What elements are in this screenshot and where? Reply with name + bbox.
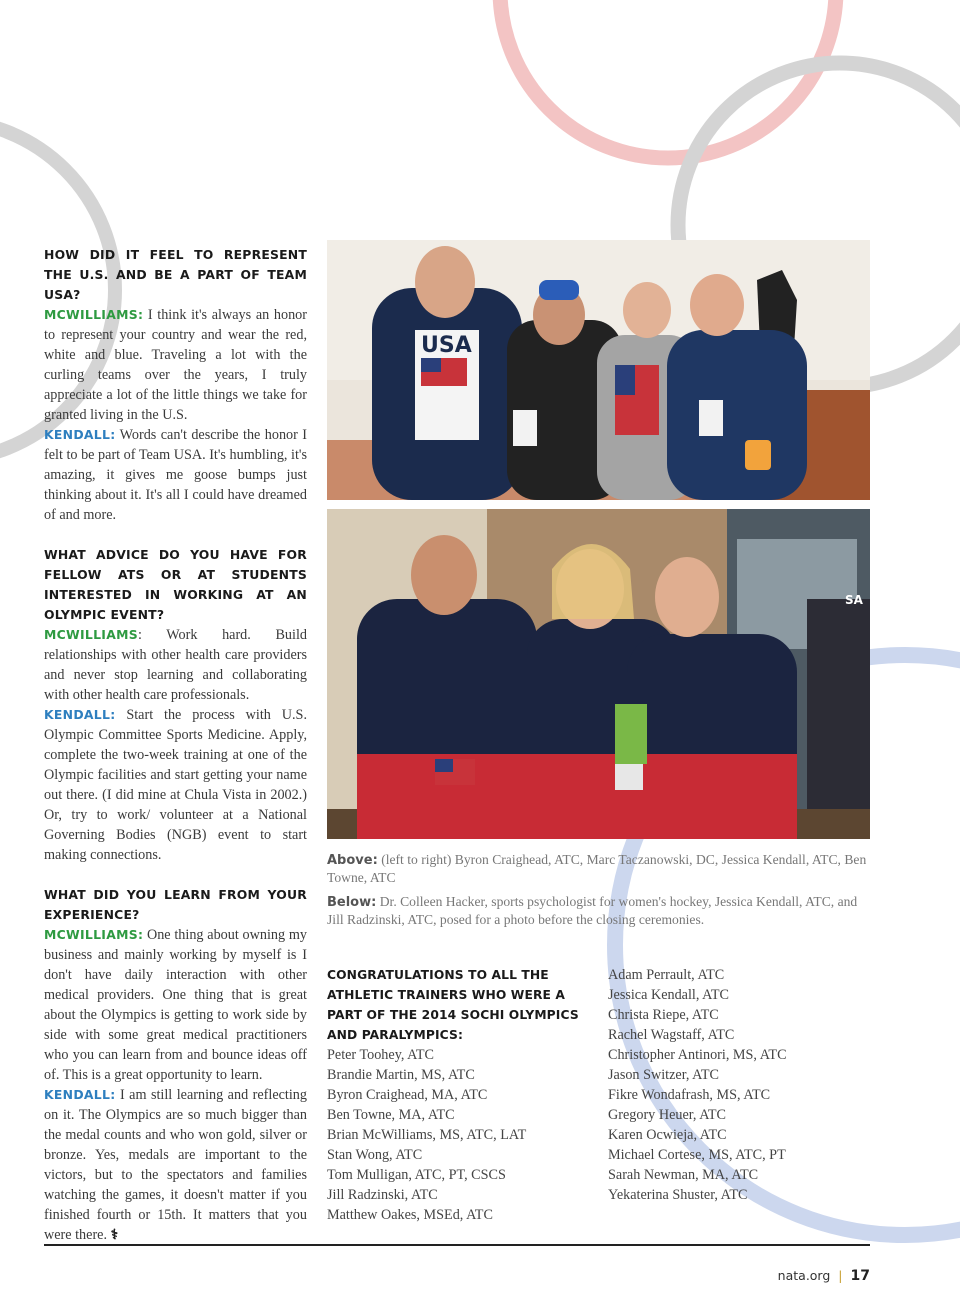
- list-item: Adam Perrault, ATC: [608, 967, 725, 983]
- speaker-kendall: KENDALL:: [44, 1087, 116, 1102]
- list-item: Jill Radzinski, ATC: [327, 1187, 438, 1203]
- interview-column: [44, 245, 307, 1245]
- list-item: Ben Towne, MA, ATC: [327, 1107, 455, 1123]
- caption-below: [327, 893, 867, 928]
- answer-1-mcwilliams: [44, 305, 307, 425]
- photo-below: [327, 509, 870, 839]
- end-mark-icon: ⚕: [107, 1227, 119, 1243]
- list-item: Christopher Antinori, MS, ATC: [608, 1047, 787, 1063]
- list-item: Jessica Kendall, ATC: [608, 987, 729, 1003]
- photo-captions: [327, 851, 867, 935]
- list-item: Fikre Wondafrash, MS, ATC: [608, 1087, 771, 1103]
- list-item: Matthew Oakes, MSEd, ATC: [327, 1207, 493, 1223]
- answer-text: Words can't describe the honor I felt to be part of Team USA. It's humbling, it's amazing, it gives me goose bumps just thinking about it. It's all I could have dreamed of and more.: [44, 427, 307, 523]
- congratulations-list-left: [327, 965, 597, 1225]
- caption-below-text: Dr. Colleen Hacker, sports psychologist for women's hockey, Jessica Kendall, ATC, and Jill Radzinski, ATC, posed for a photo before the closing ceremonies.: [327, 894, 858, 927]
- page-footer: [778, 1268, 870, 1284]
- congratulations-list-right: [608, 965, 868, 1205]
- answer-text: Start the process with U.S. Olympic Committee Sports Medicine. Apply, complete the two-week training at one of the Olympic facilities and start getting your name out there. (I did mine at Chula Vista in 2002.) Or, try to work/ volunteer at a National Governing Bodies (NGB) event to start making connections.: [44, 707, 307, 863]
- congratulations-heading: CONGRATULATIONS TO ALL THE ATHLETIC TRAINERS WHO WERE A PART OF THE 2014 SOCHI OLYMPICS AND PARALYMPICS:: [327, 968, 579, 1042]
- caption-above-text: (left to right) Byron Craighead, ATC, Marc Taczanowski, DC, Jessica Kendall, ATC, Ben Towne, ATC: [327, 852, 867, 885]
- speaker-mcwilliams: MCWILLIAMS:: [44, 307, 144, 322]
- list-item: Rachel Wagstaff, ATC: [608, 1027, 735, 1043]
- list-item: Peter Toohey, ATC: [327, 1047, 434, 1063]
- list-item: Brandie Martin, MS, ATC: [327, 1067, 475, 1083]
- background-sign-text: SA: [845, 593, 863, 607]
- list-item: Karen Ocwieja, ATC: [608, 1127, 727, 1143]
- answer-text: : Work hard. Build relationships with other health care providers and never stop learning and collaborating with other health care professionals.: [44, 627, 307, 703]
- speaker-mcwilliams: MCWILLIAMS: [44, 627, 138, 642]
- answer-text: One thing about owning my business and mainly working by myself is I don't have daily interaction with other medical providers. One thing that is great about the Olympics is getting to work side by side with some great medical practitioners who you can learn from and bounce ideas off of. This is a great opportunity to learn.: [44, 927, 307, 1083]
- footer-site: nata.org: [777, 1268, 831, 1283]
- caption-below-label: Below:: [327, 895, 377, 910]
- caption-above: [327, 851, 867, 886]
- list-item: Tom Mulligan, ATC, PT, CSCS: [327, 1167, 506, 1183]
- speaker-kendall: KENDALL:: [44, 707, 116, 722]
- list-item: Yekaterina Shuster, ATC: [608, 1187, 748, 1203]
- list-item: Michael Cortese, MS, ATC, PT: [608, 1147, 786, 1163]
- list-item: Stan Wong, ATC: [327, 1147, 423, 1163]
- red-ring: [500, 0, 836, 158]
- list-item: Christa Riepe, ATC: [608, 1007, 719, 1023]
- list-item: Brian McWilliams, MS, ATC, LAT: [327, 1127, 527, 1143]
- answer-text: I am still learning and reflecting on it. The Olympics are so much bigger than the medal counts and who won gold, silver or bronze. Yes, medals are important to the victors, but to the spectators and families watching the games, it doesn't matter if you finished fourth or 15th. It matters that you were there.: [44, 1087, 307, 1243]
- answer-text: I think it's always an honor to represent your country and wear the red, white and blue. Traveling a lot with the curling teams over the years, I truly appreciate a lot of the little things we take for granted living in the U.S.: [44, 307, 307, 423]
- speaker-mcwilliams: MCWILLIAMS:: [44, 927, 144, 942]
- photo-above: [327, 240, 870, 500]
- answer-2-kendall: [44, 705, 307, 865]
- answer-3-kendall: [44, 1085, 307, 1245]
- question-1: HOW DID IT FEEL TO REPRESENT THE U.S. AND BE A PART OF TEAM USA?: [44, 247, 307, 302]
- list-item: Jason Switzer, ATC: [608, 1067, 719, 1083]
- question-3: WHAT DID YOU LEARN FROM YOUR EXPERIENCE?: [44, 887, 307, 922]
- answer-2-mcwilliams: [44, 625, 307, 705]
- page-number: 17: [850, 1268, 870, 1284]
- usa-shirt-text: USA: [421, 333, 472, 358]
- footer-rule: [44, 1244, 870, 1246]
- answer-3-mcwilliams: [44, 925, 307, 1085]
- list-item: Byron Craighead, MA, ATC: [327, 1087, 488, 1103]
- list-item: Sarah Newman, MA, ATC: [608, 1167, 759, 1183]
- footer-separator: |: [838, 1268, 843, 1283]
- list-item: Gregory Heuer, ATC: [608, 1107, 727, 1123]
- speaker-kendall: KENDALL:: [44, 427, 116, 442]
- caption-above-label: Above:: [327, 853, 378, 868]
- question-2: WHAT ADVICE DO YOU HAVE FOR FELLOW ATS OR AT STUDENTS INTERESTED IN WORKING AT AN OLYMPIC EVENT?: [44, 547, 307, 622]
- answer-1-kendall: [44, 425, 307, 525]
